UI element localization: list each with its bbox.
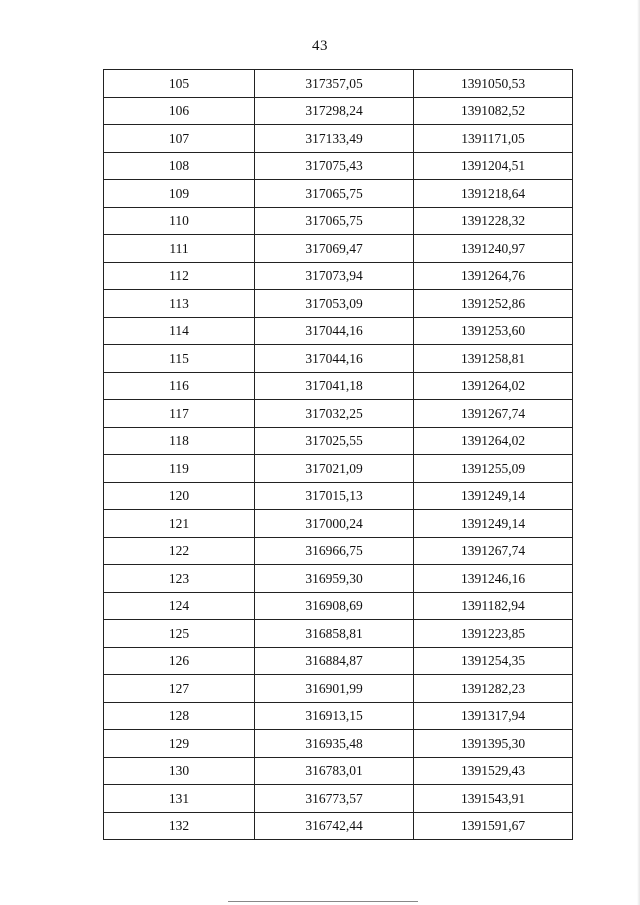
table-row — [104, 372, 573, 400]
point-number-cell: 112 — [104, 262, 255, 290]
point-number-cell: 111 — [104, 235, 255, 263]
table-row — [104, 207, 573, 235]
table-row — [104, 125, 573, 153]
table-row — [104, 565, 573, 593]
y-coordinate-cell: 1391255,09 — [414, 455, 573, 483]
y-coordinate-cell: 1391543,91 — [414, 785, 573, 813]
y-coordinate-cell: 1391171,05 — [414, 125, 573, 153]
x-coordinate-cell: 317044,16 — [255, 345, 414, 373]
y-coordinate-cell: 1391395,30 — [414, 730, 573, 758]
point-number-cell: 123 — [104, 565, 255, 593]
point-number-cell: 109 — [104, 180, 255, 208]
table-row — [104, 592, 573, 620]
table-row — [104, 647, 573, 675]
y-coordinate-cell: 1391228,32 — [414, 207, 573, 235]
point-number-cell: 108 — [104, 152, 255, 180]
y-coordinate-cell: 1391050,53 — [414, 70, 573, 98]
x-coordinate-cell: 317041,18 — [255, 372, 414, 400]
y-coordinate-cell: 1391204,51 — [414, 152, 573, 180]
x-coordinate-cell: 316935,48 — [255, 730, 414, 758]
y-coordinate-cell: 1391218,64 — [414, 180, 573, 208]
point-number-cell: 120 — [104, 482, 255, 510]
x-coordinate-cell: 317065,75 — [255, 207, 414, 235]
table-row — [104, 537, 573, 565]
table-row — [104, 400, 573, 428]
y-coordinate-cell: 1391246,16 — [414, 565, 573, 593]
table-row — [104, 152, 573, 180]
table-row — [104, 620, 573, 648]
table-row — [104, 757, 573, 785]
point-number-cell: 122 — [104, 537, 255, 565]
point-number-cell: 110 — [104, 207, 255, 235]
point-number-cell: 129 — [104, 730, 255, 758]
y-coordinate-cell: 1391258,81 — [414, 345, 573, 373]
x-coordinate-cell: 317021,09 — [255, 455, 414, 483]
x-coordinate-cell: 317133,49 — [255, 125, 414, 153]
y-coordinate-cell: 1391591,67 — [414, 812, 573, 840]
bottom-edge-line — [228, 901, 418, 902]
y-coordinate-cell: 1391264,02 — [414, 427, 573, 455]
x-coordinate-cell: 317032,25 — [255, 400, 414, 428]
x-coordinate-cell: 316773,57 — [255, 785, 414, 813]
table-row — [104, 235, 573, 263]
x-coordinate-cell: 316966,75 — [255, 537, 414, 565]
x-coordinate-cell: 317069,47 — [255, 235, 414, 263]
x-coordinate-cell: 317298,24 — [255, 97, 414, 125]
y-coordinate-cell: 1391249,14 — [414, 510, 573, 538]
table-row — [104, 730, 573, 758]
coordinates-table-body — [104, 70, 573, 840]
x-coordinate-cell: 316742,44 — [255, 812, 414, 840]
y-coordinate-cell: 1391182,94 — [414, 592, 573, 620]
table-row — [104, 70, 573, 98]
table-row — [104, 180, 573, 208]
x-coordinate-cell: 317073,94 — [255, 262, 414, 290]
table-row — [104, 97, 573, 125]
point-number-cell: 124 — [104, 592, 255, 620]
y-coordinate-cell: 1391264,76 — [414, 262, 573, 290]
page-number: 43 — [312, 38, 328, 54]
y-coordinate-cell: 1391317,94 — [414, 702, 573, 730]
table-row — [104, 262, 573, 290]
y-coordinate-cell: 1391252,86 — [414, 290, 573, 318]
point-number-cell: 128 — [104, 702, 255, 730]
y-coordinate-cell: 1391254,35 — [414, 647, 573, 675]
point-number-cell: 114 — [104, 317, 255, 345]
x-coordinate-cell: 317015,13 — [255, 482, 414, 510]
x-coordinate-cell: 316913,15 — [255, 702, 414, 730]
x-coordinate-cell: 316908,69 — [255, 592, 414, 620]
x-coordinate-cell: 317053,09 — [255, 290, 414, 318]
point-number-cell: 105 — [104, 70, 255, 98]
y-coordinate-cell: 1391529,43 — [414, 757, 573, 785]
x-coordinate-cell: 316884,87 — [255, 647, 414, 675]
x-coordinate-cell: 316783,01 — [255, 757, 414, 785]
x-coordinate-cell: 317357,05 — [255, 70, 414, 98]
y-coordinate-cell: 1391282,23 — [414, 675, 573, 703]
table-row — [104, 345, 573, 373]
point-number-cell: 130 — [104, 757, 255, 785]
y-coordinate-cell: 1391253,60 — [414, 317, 573, 345]
x-coordinate-cell: 317044,16 — [255, 317, 414, 345]
point-number-cell: 125 — [104, 620, 255, 648]
point-number-cell: 115 — [104, 345, 255, 373]
y-coordinate-cell: 1391267,74 — [414, 400, 573, 428]
y-coordinate-cell: 1391223,85 — [414, 620, 573, 648]
point-number-cell: 121 — [104, 510, 255, 538]
point-number-cell: 127 — [104, 675, 255, 703]
table-row — [104, 785, 573, 813]
table-row — [104, 482, 573, 510]
table-row — [104, 427, 573, 455]
table-row — [104, 675, 573, 703]
y-coordinate-cell: 1391249,14 — [414, 482, 573, 510]
x-coordinate-cell: 317025,55 — [255, 427, 414, 455]
point-number-cell: 132 — [104, 812, 255, 840]
point-number-cell: 117 — [104, 400, 255, 428]
table-row — [104, 317, 573, 345]
x-coordinate-cell: 317000,24 — [255, 510, 414, 538]
point-number-cell: 107 — [104, 125, 255, 153]
point-number-cell: 118 — [104, 427, 255, 455]
x-coordinate-cell: 317075,43 — [255, 152, 414, 180]
point-number-cell: 113 — [104, 290, 255, 318]
x-coordinate-cell: 316858,81 — [255, 620, 414, 648]
point-number-cell: 131 — [104, 785, 255, 813]
point-number-cell: 126 — [104, 647, 255, 675]
point-number-cell: 119 — [104, 455, 255, 483]
point-number-cell: 116 — [104, 372, 255, 400]
y-coordinate-cell: 1391264,02 — [414, 372, 573, 400]
coordinates-table — [103, 69, 573, 840]
table-row — [104, 290, 573, 318]
x-coordinate-cell: 316959,30 — [255, 565, 414, 593]
y-coordinate-cell: 1391082,52 — [414, 97, 573, 125]
point-number-cell: 106 — [104, 97, 255, 125]
table-row — [104, 510, 573, 538]
table-row — [104, 812, 573, 840]
x-coordinate-cell: 317065,75 — [255, 180, 414, 208]
table-row — [104, 702, 573, 730]
table-row — [104, 455, 573, 483]
x-coordinate-cell: 316901,99 — [255, 675, 414, 703]
y-coordinate-cell: 1391240,97 — [414, 235, 573, 263]
y-coordinate-cell: 1391267,74 — [414, 537, 573, 565]
